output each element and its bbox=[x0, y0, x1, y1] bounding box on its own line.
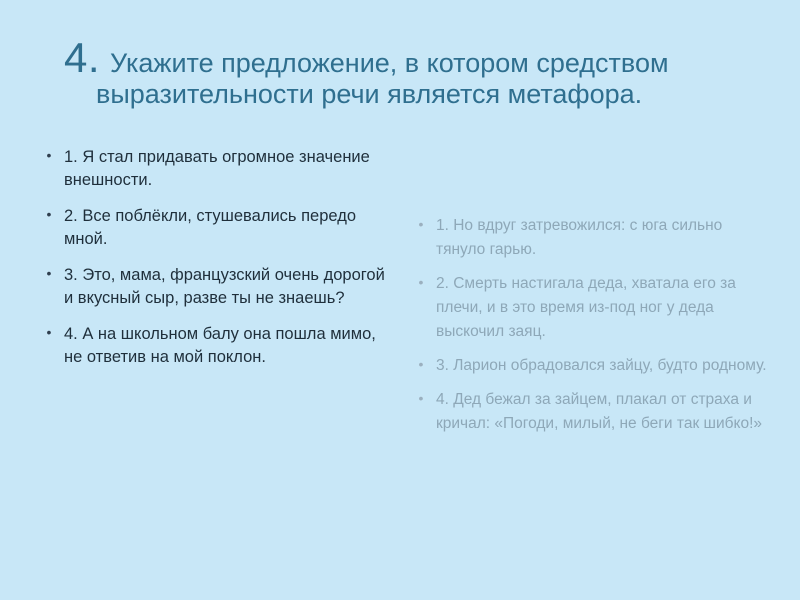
right-options-list bbox=[414, 214, 774, 436]
right-option-4 bbox=[414, 388, 774, 436]
left-option-1 bbox=[42, 146, 387, 193]
bullet-icon: • bbox=[46, 264, 52, 281]
bullet-icon: • bbox=[418, 216, 424, 232]
left-option-4-text: 4. А на школьном балу она пошла мимо, не ответив на мой поклон. bbox=[64, 324, 376, 366]
bullet-icon: • bbox=[46, 205, 52, 222]
question-text-line-1: Укажите предложение, в котором средством bbox=[110, 48, 669, 78]
bullet-icon: • bbox=[46, 323, 52, 340]
question-number: 4. bbox=[64, 34, 101, 81]
question-title bbox=[64, 34, 764, 109]
title-line-1 bbox=[64, 34, 764, 81]
bullet-icon: • bbox=[418, 356, 424, 373]
right-option-4-text: 4. Дед бежал за зайцем, плакал от страха и кричал: «Погоди, милый, не беги так шибко!» bbox=[436, 391, 763, 433]
left-option-3-text: 3. Это, мама, французский очень дорогой и вкусный сыр, разве ты не знаешь? bbox=[64, 265, 385, 308]
right-option-3 bbox=[414, 354, 774, 378]
right-option-3-text: 3. Ларион обрадовался зайцу, будто родному. bbox=[436, 357, 767, 375]
left-option-1-text: 1. Я стал придавать огромное значение внешности. bbox=[64, 148, 370, 190]
right-option-2 bbox=[414, 272, 774, 344]
left-option-2 bbox=[42, 205, 387, 252]
right-option-1 bbox=[414, 214, 774, 262]
question-text-line-2: выразительности речи является метафора. bbox=[96, 79, 643, 110]
bullet-icon: • bbox=[418, 390, 424, 407]
bullet-icon: • bbox=[418, 274, 424, 291]
left-option-2-text: 2. Все поблёкли, стушевались передо мной. bbox=[64, 206, 356, 249]
left-options-list bbox=[42, 146, 387, 369]
left-option-3 bbox=[42, 264, 387, 311]
bullet-icon: • bbox=[46, 147, 52, 163]
left-options-column bbox=[42, 146, 387, 381]
right-option-2-text: 2. Смерть настигала деда, хватала его за плечи, и в это время из-под ног у деда выскочил заяц. bbox=[436, 275, 736, 341]
left-option-4 bbox=[42, 323, 387, 370]
right-options-column bbox=[414, 214, 774, 446]
right-option-1-text: 1. Но вдруг затревожился: с юга сильно тянуло гарью. bbox=[436, 217, 723, 259]
